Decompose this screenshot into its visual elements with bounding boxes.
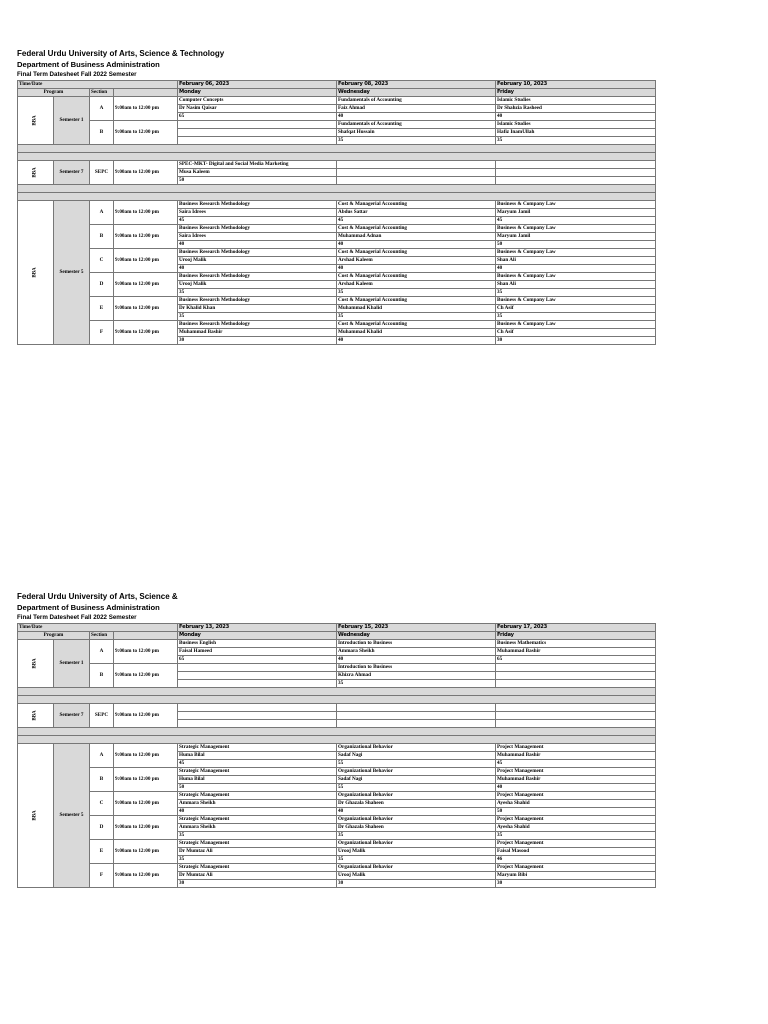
program-name: BBA [33,115,38,126]
course-name: Fundamentals of Accounting [337,121,496,129]
student-count: 35 [337,680,496,688]
student-count: 35 [496,832,656,840]
student-count: 40 [178,265,337,273]
teacher-name: Muhammad Bashir [496,752,656,760]
course-name: Business English [178,640,337,648]
teacher-name: Ch Asif [496,329,656,337]
course-name: Organizational Behavior [337,816,496,824]
student-count: 40 [337,656,496,664]
student-count: 35 [337,856,496,864]
course-name: Strategic Management [178,768,337,776]
separator-row [18,696,656,704]
course-name: Cost & Managerial Accounting [337,225,496,233]
datesheet-table [17,80,656,345]
teacher-name: Hafiz InamUllah [496,129,656,137]
teacher-name: Ammara Sheikh [178,800,337,808]
program-cell [18,744,54,888]
student-count: 35 [496,289,656,297]
student-count: 35 [178,856,337,864]
course-name: Cost & Managerial Accounting [337,201,496,209]
student-count: 40 [496,113,656,121]
day-header-row [18,632,656,640]
teacher-name: Muhammad Adnan [337,233,496,241]
section-cell: F [90,864,114,888]
teacher-name: Dr Nasim Qaisar [178,105,337,113]
teacher-name: Maryum Jamil [496,209,656,217]
separator-cell [18,153,656,161]
datesheet-subtitle: Final Term Datesheet Fall 2022 Semester [17,614,137,621]
separator-row [18,688,656,696]
separator-row [18,145,656,153]
teacher-name: Ayesha Shahid [496,800,656,808]
exam-time-cell: 9:00am to 12:00 pm [114,792,178,816]
course-name [178,704,337,712]
course-name: Project Management [496,744,656,752]
table-row [18,97,656,105]
student-count: 65 [496,656,656,664]
student-count: 30 [496,337,656,345]
teacher-name [178,129,337,137]
date-header-row [18,81,656,89]
section-cell: C [90,792,114,816]
section-label: Section [90,632,114,640]
student-count [178,137,337,145]
student-count: 30 [337,880,496,888]
exam-time-cell: 9:00am to 12:00 pm [114,840,178,864]
exam-time-cell: 9:00am to 12:00 pm [114,664,178,688]
course-name: Business Research Methodology [178,201,337,209]
student-count: 35 [496,313,656,321]
separator-row [18,193,656,201]
student-count: 46 [496,856,656,864]
course-name: Introduction to Business [337,664,496,672]
teacher-name: Muhammad Bashir [496,648,656,656]
section-cell: E [90,840,114,864]
teacher-name: Ayesha Shahid [496,824,656,832]
time-header-blank [114,632,178,640]
student-count: 50 [496,808,656,816]
teacher-name: Huma Bilal [178,752,337,760]
student-count: 35 [337,137,496,145]
table-row [18,225,656,233]
separator-cell [18,696,656,704]
teacher-name [496,672,656,680]
teacher-name [178,712,337,720]
table-row [18,321,656,329]
exam-time-cell: 9:00am to 12:00 pm [114,161,178,185]
student-count: 45 [337,217,496,225]
exam-time-cell: 9:00am to 12:00 pm [114,768,178,792]
exam-time-cell: 9:00am to 12:00 pm [114,640,178,664]
exam-date: February 08, 2023 [337,81,496,89]
teacher-name: Urooj Malik [337,872,496,880]
teacher-name: Shan Ali [496,281,656,289]
exam-time-cell: 9:00am to 12:00 pm [114,864,178,888]
teacher-name [337,169,496,177]
student-count: 40 [337,808,496,816]
table-row [18,249,656,257]
teacher-name: Faisal Masood [496,848,656,856]
course-name: Business Mathematics [496,640,656,648]
section-cell: B [90,768,114,792]
table-row [18,704,656,712]
course-name: Business & Company Law [496,249,656,257]
section-cell: A [90,201,114,225]
student-count: 35 [178,832,337,840]
separator-row [18,185,656,193]
datesheet-subtitle: Final Term Datesheet Fall 2022 Semester [17,71,137,78]
teacher-name: Saira Idrees [178,209,337,217]
teacher-name: Sadaf Nagi [337,752,496,760]
exam-time-cell: 9:00am to 12:00 pm [114,744,178,768]
teacher-name: Ammara Sheikh [178,824,337,832]
course-name: Strategic Management [178,840,337,848]
semester-cell: Semester 7 [54,161,90,185]
exam-day: Monday [178,632,337,640]
table-row [18,792,656,800]
separator-row [18,153,656,161]
program-name: BBA [33,167,38,178]
course-name: Business Research Methodology [178,225,337,233]
course-name: Organizational Behavior [337,744,496,752]
course-name: Organizational Behavior [337,840,496,848]
student-count: 35 [178,313,337,321]
teacher-name: Musa Kaleem [178,169,337,177]
datesheet-table [17,623,656,888]
teacher-name: Huma Bilal [178,776,337,784]
exam-time-cell: 9:00am to 12:00 pm [114,273,178,297]
section-cell: B [90,121,114,145]
teacher-name: Arshad Kaleem [337,281,496,289]
semester-cell: Semester 7 [54,704,90,728]
course-name: SPEC-MKT- Digital and Social Media Marketing [178,161,337,169]
course-name: Business & Company Law [496,273,656,281]
teacher-name: Faiz Ahmad [337,105,496,113]
teacher-name [496,712,656,720]
teacher-name: Muhammad Bashir [496,776,656,784]
course-name: Project Management [496,840,656,848]
section-cell: A [90,640,114,664]
day-header-row [18,89,656,97]
program-cell [18,201,54,345]
student-count [178,680,337,688]
section-cell: C [90,249,114,273]
course-name: Islamic Studies [496,97,656,105]
table-row [18,273,656,281]
student-count: 35 [337,832,496,840]
datesheet-1 [17,50,656,345]
exam-day: Friday [496,632,656,640]
teacher-name [337,712,496,720]
department-title: Department of Business Administration [17,60,160,69]
student-count: 50 [496,241,656,249]
semester-cell: Semester 1 [54,97,90,145]
section-cell: F [90,321,114,345]
course-name: Strategic Management [178,792,337,800]
semester-cell: Semester 5 [54,201,90,345]
student-count: 65 [178,656,337,664]
section-label: Section [90,89,114,97]
course-name: Business Research Methodology [178,249,337,257]
section-cell: E [90,297,114,321]
section-cell: D [90,273,114,297]
section-cell: SEPC [90,161,114,185]
separator-row [18,728,656,736]
program-label: Program [18,89,90,97]
student-count: 35 [337,313,496,321]
course-name: Business & Company Law [496,321,656,329]
student-count: 40 [496,784,656,792]
course-name: Cost & Managerial Accounting [337,321,496,329]
teacher-name: Dr Khalid Khan [178,305,337,313]
teacher-name: Muhammad Bashir [178,329,337,337]
program-name: BBA [33,267,38,278]
semester-cell: Semester 5 [54,744,90,888]
exam-day: Wednesday [337,632,496,640]
course-name [337,161,496,169]
program-cell [18,97,54,145]
student-count [337,177,496,185]
student-count: 40 [337,241,496,249]
exam-time-cell: 9:00am to 12:00 pm [114,225,178,249]
course-name: Organizational Behavior [337,768,496,776]
teacher-name: Urooj Malik [178,257,337,265]
course-name [496,161,656,169]
exam-date: February 15, 2023 [337,624,496,632]
program-cell [18,640,54,688]
course-name: Business & Company Law [496,297,656,305]
student-count: 65 [178,113,337,121]
teacher-name: Khizra Ahmad [337,672,496,680]
course-name [496,664,656,672]
exam-time-cell: 9:00am to 12:00 pm [114,249,178,273]
table-row [18,201,656,209]
section-cell: B [90,225,114,249]
teacher-name: Ammara Sheikh [337,648,496,656]
table-row [18,768,656,776]
separator-cell [18,145,656,153]
student-count: 30 [496,880,656,888]
student-count: 55 [337,784,496,792]
exam-time-cell: 9:00am to 12:00 pm [114,704,178,728]
datesheet-2 [17,593,656,888]
student-count [178,720,337,728]
table-row [18,864,656,872]
student-count [496,680,656,688]
table-row [18,664,656,672]
time-date-label: Time/Date [18,624,178,632]
course-name: Cost & Managerial Accounting [337,273,496,281]
course-name [178,664,337,672]
course-name: Business Research Methodology [178,273,337,281]
table-row [18,161,656,169]
teacher-name: Ch Asif [496,305,656,313]
course-name: Project Management [496,792,656,800]
student-count: 35 [496,137,656,145]
student-count: 40 [337,265,496,273]
exam-date: February 17, 2023 [496,624,656,632]
teacher-name: Saira Idrees [178,233,337,241]
program-label: Program [18,632,90,640]
student-count: 45 [496,760,656,768]
student-count: 35 [337,289,496,297]
course-name: Strategic Management [178,816,337,824]
course-name: Business & Company Law [496,225,656,233]
exam-day: Friday [496,89,656,97]
table-row [18,840,656,848]
table-row [18,744,656,752]
student-count: 35 [178,289,337,297]
program-name: BBA [33,710,38,721]
student-count: 45 [178,760,337,768]
course-name: Business Research Methodology [178,297,337,305]
course-name [496,704,656,712]
student-count: 40 [178,808,337,816]
section-cell: B [90,664,114,688]
section-cell: SEPC [90,704,114,728]
teacher-name: Dr Shahzia Rasheed [496,105,656,113]
exam-time-cell: 9:00am to 12:00 pm [114,297,178,321]
exam-date: February 13, 2023 [178,624,337,632]
table-row [18,121,656,129]
student-count: 40 [496,265,656,273]
table-row [18,640,656,648]
course-name [178,121,337,129]
separator-row [18,736,656,744]
student-count: 50 [178,784,337,792]
exam-day: Wednesday [337,89,496,97]
teacher-name: Faisal Hameed [178,648,337,656]
university-title: Federal Urdu University of Arts, Science & [17,592,178,601]
student-count [496,177,656,185]
exam-time-cell: 9:00am to 12:00 pm [114,121,178,145]
course-name: Cost & Managerial Accounting [337,297,496,305]
course-name: Organizational Behavior [337,792,496,800]
exam-time-cell: 9:00am to 12:00 pm [114,321,178,345]
teacher-name [178,672,337,680]
student-count [496,720,656,728]
student-count [337,720,496,728]
teacher-name: Sadaf Nagi [337,776,496,784]
section-cell: A [90,97,114,121]
course-name: Business & Company Law [496,201,656,209]
course-name: Project Management [496,768,656,776]
student-count: 55 [337,760,496,768]
separator-cell [18,193,656,201]
exam-day: Monday [178,89,337,97]
course-name [337,704,496,712]
time-header-blank [114,89,178,97]
separator-cell [18,728,656,736]
program-name: BBA [33,658,38,669]
course-name: Project Management [496,816,656,824]
course-name: Strategic Management [178,744,337,752]
teacher-name [496,169,656,177]
course-name: Introduction to Business [337,640,496,648]
program-cell [18,704,54,728]
teacher-name: Shafqat Hussain [337,129,496,137]
course-name: Organizational Behavior [337,864,496,872]
course-name: Cost & Managerial Accounting [337,249,496,257]
course-name: Strategic Management [178,864,337,872]
student-count: 30 [178,880,337,888]
student-count: 40 [178,241,337,249]
teacher-name: Abdus Sattar [337,209,496,217]
student-count: 40 [337,113,496,121]
date-header-row [18,624,656,632]
program-cell [18,161,54,185]
course-name: Fundamentals of Accounting [337,97,496,105]
student-count: 50 [178,177,337,185]
course-name: Business Research Methodology [178,321,337,329]
teacher-name: Dr Ghazala Shaheen [337,824,496,832]
table-row [18,816,656,824]
exam-date: February 06, 2023 [178,81,337,89]
teacher-name: Dr Ghazala Shaheen [337,800,496,808]
exam-time-cell: 9:00am to 12:00 pm [114,97,178,121]
department-title: Department of Business Administration [17,603,160,612]
teacher-name: Urooj Malik [178,281,337,289]
course-name: Computer Concepts [178,97,337,105]
semester-cell: Semester 1 [54,640,90,688]
student-count: 40 [337,337,496,345]
teacher-name: Shan Ali [496,257,656,265]
teacher-name: Maryum Bibi [496,872,656,880]
course-name: Islamic Studies [496,121,656,129]
student-count: 45 [496,217,656,225]
teacher-name: Dr Mumtaz Ali [178,872,337,880]
teacher-name: Maryum Jamil [496,233,656,241]
separator-cell [18,185,656,193]
table-row [18,297,656,305]
exam-time-cell: 9:00am to 12:00 pm [114,201,178,225]
teacher-name: Muhammad Khalid [337,329,496,337]
separator-cell [18,688,656,696]
teacher-name: Dr Mumtaz Ali [178,848,337,856]
student-count: 45 [178,217,337,225]
course-name: Project Management [496,864,656,872]
university-title: Federal Urdu University of Arts, Science & Technology [17,49,225,58]
section-cell: D [90,816,114,840]
section-cell: A [90,744,114,768]
teacher-name: Urooj Malik [337,848,496,856]
exam-date: February 10, 2023 [496,81,656,89]
program-name: BBA [33,810,38,821]
teacher-name: Arshad Kaleem [337,257,496,265]
teacher-name: Muhammad Khalid [337,305,496,313]
exam-time-cell: 9:00am to 12:00 pm [114,816,178,840]
student-count: 30 [178,337,337,345]
time-date-label: Time/Date [18,81,178,89]
separator-cell [18,736,656,744]
